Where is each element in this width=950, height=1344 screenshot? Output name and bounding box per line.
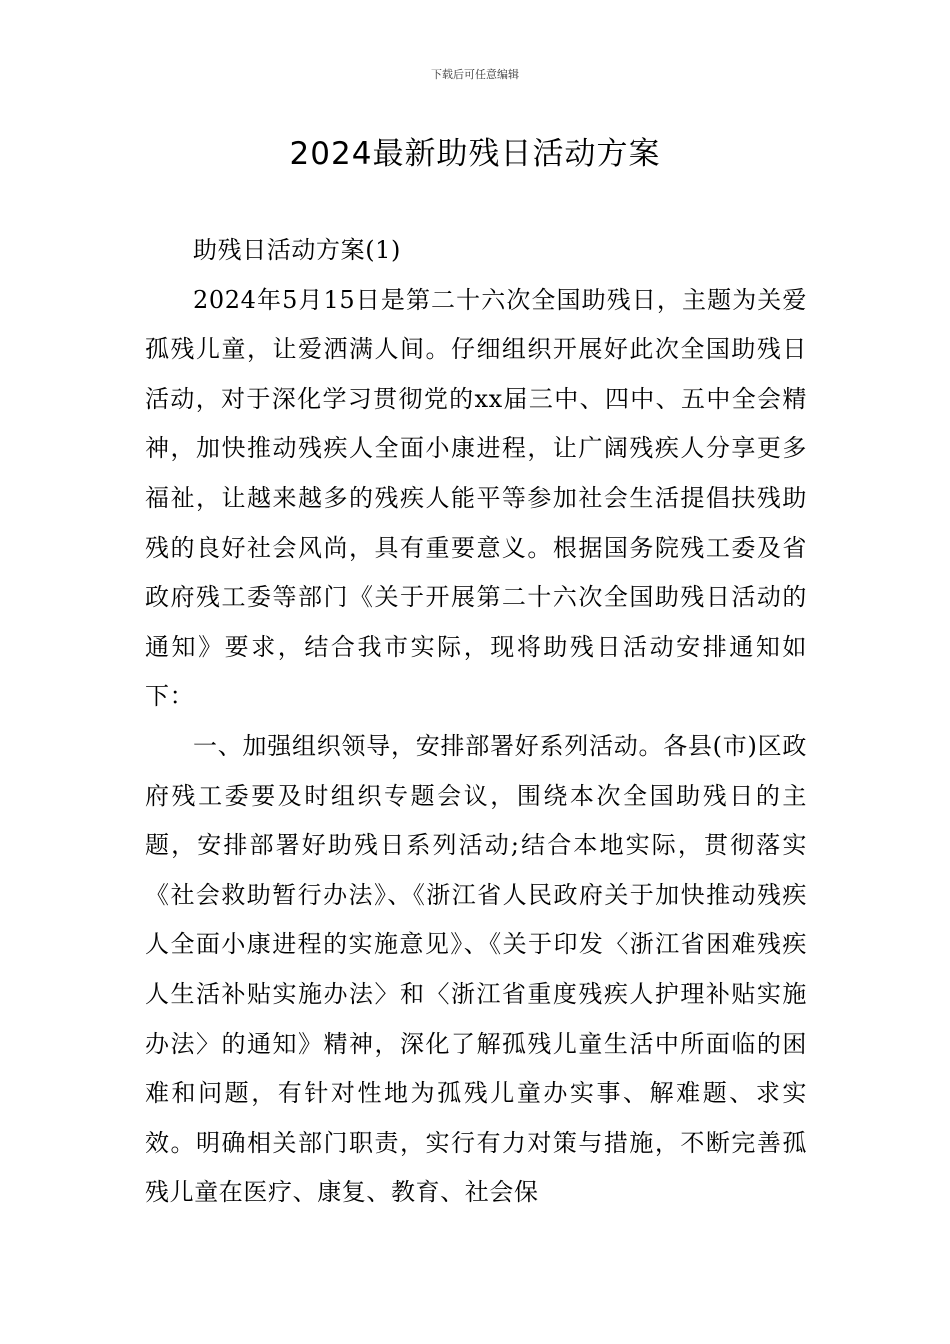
document-title: 2024最新助残日活动方案 <box>289 136 661 172</box>
paragraph-section-one: 一、加强组织领导，安排部署好系列活动。各县(市)区政府残工委要及时组织专题会议，围绕本次全国助残日的主题，安排部署好助残日系列活动;结合本地实际，贯彻落实《社会救助暂行办法》、《浙江省人民政府关于加快推动残疾人全面小康进程的实施意见》、《关于印发〈浙江省困难残疾人生活补贴实施办法〉和〈浙江省重度残疾人护理补贴实施办法〉的通知》精神，深化了解孤残儿童生活中所面临的困难和问题，有针对性地为孤残儿童办实事、解难题、求实效。明确相关部门职责，实行有力对策与措施，不断完善孤残儿童在医疗、康复、教育、社会保 <box>145 731 807 1207</box>
paragraph-intro: 2024年5月15日是第二十六次全国助残日，主题为关爱孤残儿童，让爱洒满人间。仔细组织开展好此次全国助残日活动，对于深化学习贯彻党的xx届三中、四中、五中全会精神，加快推动残疾人全面小康进程，让广阔残疾人分享更多福祉，让越来越多的残疾人能平等参加社会生活提倡扶残助残的良好社会风尚，具有重要意义。根据国务院残工委及省政府残工委等部门《关于开展第二十六次全国助残日活动的通知》要求，结合我市实际，现将助残日活动安排通知如下： <box>145 285 807 711</box>
document-body <box>145 226 807 1218</box>
paragraph-subtitle: 助残日活动方案(1) <box>193 236 401 264</box>
header-note: 下载后可任意编辑 <box>431 68 519 81</box>
